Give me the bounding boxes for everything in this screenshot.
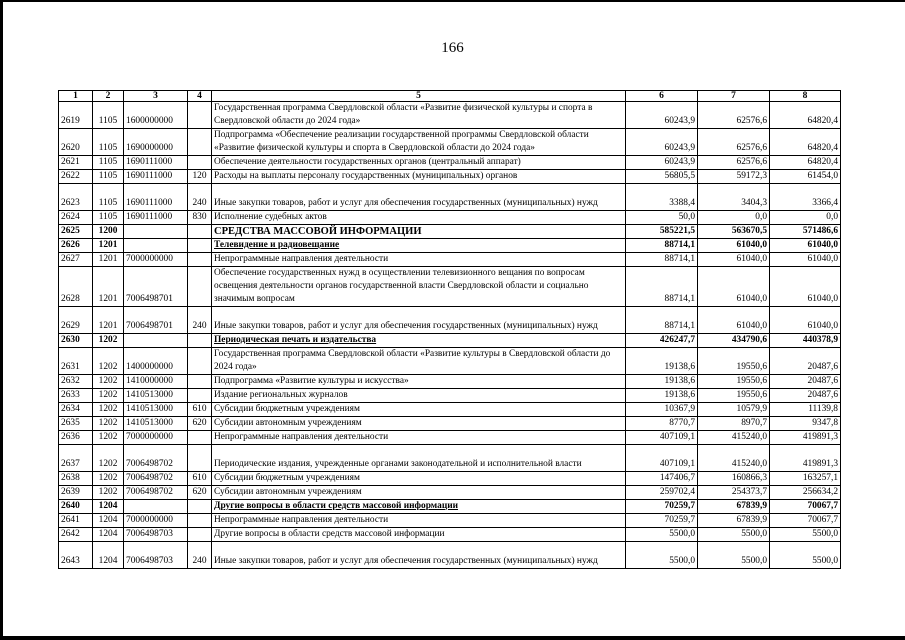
section-code-cell: 1202 [93, 348, 124, 375]
row-number-cell: 2620 [59, 129, 93, 156]
amount-year-3-cell: 11139,8 [770, 403, 841, 417]
expense-type-cell [188, 445, 212, 472]
amount-year-1-cell: 259702,4 [626, 486, 698, 500]
target-code-cell: 1410513000 [124, 417, 188, 431]
amount-year-1-cell: 407109,1 [626, 431, 698, 445]
target-code-cell: 7000000000 [124, 431, 188, 445]
amount-year-2-cell: 61040,0 [698, 267, 770, 307]
table-row [59, 514, 841, 528]
table-row [59, 542, 841, 569]
table-row [59, 431, 841, 445]
item-name-cell: Другие вопросы в области средств массовой информации [212, 528, 626, 542]
target-code-cell: 7006498702 [124, 445, 188, 472]
section-code-cell: 1202 [93, 375, 124, 389]
expense-type-cell [188, 129, 212, 156]
target-code-cell: 7006498702 [124, 486, 188, 500]
amount-year-1-cell: 88714,1 [626, 253, 698, 267]
item-name-cell: Непрограммные направления деятельности [212, 253, 626, 267]
amount-year-1-cell: 426247,7 [626, 334, 698, 348]
header-col-5: 5 [212, 91, 626, 102]
header-col-3: 3 [124, 91, 188, 102]
amount-year-1-cell: 407109,1 [626, 445, 698, 472]
table-row [59, 389, 841, 403]
scan-border-bottom [0, 636, 905, 640]
header-col-1: 1 [59, 91, 93, 102]
target-code-cell [124, 239, 188, 253]
table-row [59, 334, 841, 348]
table-row [59, 403, 841, 417]
amount-year-2-cell: 19550,6 [698, 375, 770, 389]
target-code-cell: 1690000000 [124, 129, 188, 156]
amount-year-3-cell: 419891,3 [770, 445, 841, 472]
target-code-cell: 1600000000 [124, 102, 188, 129]
section-code-cell: 1202 [93, 445, 124, 472]
amount-year-2-cell: 254373,7 [698, 486, 770, 500]
amount-year-3-cell: 440378,9 [770, 334, 841, 348]
amount-year-1-cell: 60243,9 [626, 102, 698, 129]
row-number-cell: 2636 [59, 431, 93, 445]
row-number-cell: 2625 [59, 225, 93, 239]
amount-year-1-cell: 585221,5 [626, 225, 698, 239]
target-code-cell: 1690111000 [124, 156, 188, 170]
section-code-cell: 1202 [93, 486, 124, 500]
amount-year-3-cell: 70067,7 [770, 500, 841, 514]
expense-type-cell [188, 514, 212, 528]
table-row [59, 417, 841, 431]
expense-type-cell: 240 [188, 307, 212, 334]
row-number-cell: 2642 [59, 528, 93, 542]
amount-year-2-cell: 61040,0 [698, 239, 770, 253]
expense-type-cell: 240 [188, 542, 212, 569]
amount-year-3-cell: 5500,0 [770, 542, 841, 569]
amount-year-1-cell: 56805,5 [626, 170, 698, 184]
target-code-cell [124, 225, 188, 239]
expense-type-cell [188, 156, 212, 170]
section-code-cell: 1105 [93, 184, 124, 211]
amount-year-1-cell: 19138,6 [626, 375, 698, 389]
expense-type-cell: 240 [188, 184, 212, 211]
table-row [59, 267, 841, 307]
target-code-cell [124, 334, 188, 348]
section-code-cell: 1201 [93, 307, 124, 334]
expense-type-cell [188, 334, 212, 348]
amount-year-1-cell: 60243,9 [626, 129, 698, 156]
expense-type-cell: 120 [188, 170, 212, 184]
amount-year-1-cell: 88714,1 [626, 239, 698, 253]
target-code-cell: 1410000000 [124, 375, 188, 389]
page-number: 166 [441, 40, 464, 56]
table-row [59, 184, 841, 211]
section-code-cell: 1204 [93, 528, 124, 542]
row-number-cell: 2621 [59, 156, 93, 170]
table-body [59, 102, 841, 569]
header-col-7: 7 [698, 91, 770, 102]
amount-year-3-cell: 61040,0 [770, 239, 841, 253]
section-code-cell: 1204 [93, 514, 124, 528]
amount-year-2-cell: 563670,5 [698, 225, 770, 239]
row-number-cell: 2637 [59, 445, 93, 472]
amount-year-2-cell: 5500,0 [698, 528, 770, 542]
target-code-cell: 7006498702 [124, 472, 188, 486]
amount-year-1-cell: 70259,7 [626, 500, 698, 514]
item-name-cell: Субсидии автономным учреждениям [212, 417, 626, 431]
row-number-cell: 2627 [59, 253, 93, 267]
section-code-cell: 1202 [93, 472, 124, 486]
section-code-cell: 1201 [93, 253, 124, 267]
amount-year-3-cell: 64820,4 [770, 102, 841, 129]
scan-border-left [0, 0, 3, 640]
amount-year-3-cell: 20487,6 [770, 375, 841, 389]
amount-year-3-cell: 64820,4 [770, 156, 841, 170]
amount-year-2-cell: 19550,6 [698, 348, 770, 375]
amount-year-1-cell: 70259,7 [626, 514, 698, 528]
target-code-cell [124, 500, 188, 514]
amount-year-2-cell: 434790,6 [698, 334, 770, 348]
section-code-cell: 1201 [93, 239, 124, 253]
amount-year-2-cell: 67839,9 [698, 500, 770, 514]
item-name-cell: Исполнение судебных актов [212, 211, 626, 225]
row-number-cell: 2632 [59, 375, 93, 389]
row-number-cell: 2626 [59, 239, 93, 253]
row-number-cell: 2638 [59, 472, 93, 486]
amount-year-3-cell: 5500,0 [770, 528, 841, 542]
target-code-cell: 7000000000 [124, 514, 188, 528]
section-code-cell: 1200 [93, 225, 124, 239]
target-code-cell: 1690111000 [124, 211, 188, 225]
section-code-cell: 1202 [93, 334, 124, 348]
table-row [59, 102, 841, 129]
row-number-cell: 2639 [59, 486, 93, 500]
expense-type-cell: 610 [188, 403, 212, 417]
target-code-cell: 7006498703 [124, 542, 188, 569]
target-code-cell: 1690111000 [124, 184, 188, 211]
row-number-cell: 2629 [59, 307, 93, 334]
expense-type-cell [188, 102, 212, 129]
target-code-cell: 7006498703 [124, 528, 188, 542]
table-row [59, 528, 841, 542]
amount-year-1-cell: 10367,9 [626, 403, 698, 417]
amount-year-3-cell: 20487,6 [770, 389, 841, 403]
item-name-cell: Государственная программа Свердловской области «Развитие культуры в Свердловской области до 2024 года» [212, 348, 626, 375]
amount-year-1-cell: 3388,4 [626, 184, 698, 211]
amount-year-2-cell: 62576,6 [698, 102, 770, 129]
item-name-cell: Государственная программа Свердловской области «Развитие физической культуры и спорта в Свердловской области до 2024 года» [212, 102, 626, 129]
amount-year-3-cell: 571486,6 [770, 225, 841, 239]
amount-year-2-cell: 10579,9 [698, 403, 770, 417]
row-number-cell: 2619 [59, 102, 93, 129]
section-code-cell: 1202 [93, 389, 124, 403]
amount-year-2-cell: 5500,0 [698, 542, 770, 569]
header-col-8: 8 [770, 91, 841, 102]
item-name-cell: Субсидии бюджетным учреждениям [212, 472, 626, 486]
amount-year-2-cell: 59172,3 [698, 170, 770, 184]
item-name-cell: Расходы на выплаты персоналу государственных (муниципальных) органов [212, 170, 626, 184]
table-row [59, 129, 841, 156]
item-name-cell: Подпрограмма «Обеспечение реализации государственной программы Свердловской области «Развитие физической культуры и спорта в Свердловской области до 2024 года» [212, 129, 626, 156]
expense-type-cell [188, 225, 212, 239]
table-row [59, 445, 841, 472]
expense-type-cell [188, 348, 212, 375]
item-name-cell: Субсидии бюджетным учреждениям [212, 403, 626, 417]
amount-year-1-cell: 88714,1 [626, 267, 698, 307]
table-row [59, 170, 841, 184]
table-header-row [59, 91, 841, 102]
amount-year-3-cell: 61040,0 [770, 267, 841, 307]
row-number-cell: 2624 [59, 211, 93, 225]
row-number-cell: 2641 [59, 514, 93, 528]
expense-type-cell: 620 [188, 417, 212, 431]
section-code-cell: 1105 [93, 170, 124, 184]
amount-year-3-cell: 20487,6 [770, 348, 841, 375]
amount-year-2-cell: 415240,0 [698, 445, 770, 472]
expense-type-cell [188, 239, 212, 253]
table-row [59, 211, 841, 225]
item-name-cell: Периодические издания, учрежденные органами законодательной и исполнительной власти [212, 445, 626, 472]
amount-year-2-cell: 67839,9 [698, 514, 770, 528]
amount-year-2-cell: 62576,6 [698, 156, 770, 170]
amount-year-1-cell: 88714,1 [626, 307, 698, 334]
item-name-cell: Иные закупки товаров, работ и услуг для обеспечения государственных (муниципальных) нужд [212, 184, 626, 211]
amount-year-3-cell: 3366,4 [770, 184, 841, 211]
table-row [59, 500, 841, 514]
row-number-cell: 2623 [59, 184, 93, 211]
section-code-cell: 1204 [93, 500, 124, 514]
expense-type-cell: 830 [188, 211, 212, 225]
expense-type-cell [188, 267, 212, 307]
amount-year-2-cell: 62576,6 [698, 129, 770, 156]
item-name-cell: Субсидии автономным учреждениям [212, 486, 626, 500]
row-number-cell: 2640 [59, 500, 93, 514]
table-row [59, 239, 841, 253]
table-row [59, 375, 841, 389]
expense-type-cell: 610 [188, 472, 212, 486]
table-row [59, 348, 841, 375]
amount-year-3-cell: 0,0 [770, 211, 841, 225]
row-number-cell: 2643 [59, 542, 93, 569]
table-row [59, 156, 841, 170]
amount-year-2-cell: 160866,3 [698, 472, 770, 486]
amount-year-3-cell: 61454,0 [770, 170, 841, 184]
item-name-cell: Подпрограмма «Развитие культуры и искусства» [212, 375, 626, 389]
amount-year-2-cell: 0,0 [698, 211, 770, 225]
item-name-cell: Телевидение и радиовещание [212, 239, 626, 253]
amount-year-3-cell: 61040,0 [770, 307, 841, 334]
target-code-cell: 1690111000 [124, 170, 188, 184]
item-name-cell: Издание региональных журналов [212, 389, 626, 403]
item-name-cell: Обеспечение государственных нужд в осуществлении телевизионного вещания по вопросам освещения деятельности органов государственной власти Свердловской области и социально значимым вопросам [212, 267, 626, 307]
expense-type-cell [188, 431, 212, 445]
target-code-cell: 7000000000 [124, 253, 188, 267]
table-row [59, 472, 841, 486]
item-name-cell: Иные закупки товаров, работ и услуг для обеспечения государственных (муниципальных) нужд [212, 542, 626, 569]
amount-year-2-cell: 3404,3 [698, 184, 770, 211]
amount-year-1-cell: 19138,6 [626, 389, 698, 403]
target-code-cell: 1410513000 [124, 403, 188, 417]
amount-year-1-cell: 8770,7 [626, 417, 698, 431]
target-code-cell: 7006498701 [124, 307, 188, 334]
scan-border-top [0, 0, 905, 2]
amount-year-1-cell: 147406,7 [626, 472, 698, 486]
row-number-cell: 2635 [59, 417, 93, 431]
amount-year-1-cell: 50,0 [626, 211, 698, 225]
item-name-cell: Периодическая печать и издательства [212, 334, 626, 348]
row-number-cell: 2634 [59, 403, 93, 417]
header-col-4: 4 [188, 91, 212, 102]
item-name-cell: Иные закупки товаров, работ и услуг для обеспечения государственных (муниципальных) нужд [212, 307, 626, 334]
expense-type-cell: 620 [188, 486, 212, 500]
target-code-cell: 7006498701 [124, 267, 188, 307]
amount-year-3-cell: 256634,2 [770, 486, 841, 500]
amount-year-1-cell: 5500,0 [626, 528, 698, 542]
amount-year-3-cell: 64820,4 [770, 129, 841, 156]
amount-year-1-cell: 19138,6 [626, 348, 698, 375]
expense-type-cell [188, 253, 212, 267]
table-row [59, 307, 841, 334]
row-number-cell: 2633 [59, 389, 93, 403]
table-row [59, 486, 841, 500]
amount-year-2-cell: 415240,0 [698, 431, 770, 445]
amount-year-3-cell: 9347,8 [770, 417, 841, 431]
amount-year-3-cell: 70067,7 [770, 514, 841, 528]
section-code-cell: 1202 [93, 431, 124, 445]
section-code-cell: 1105 [93, 156, 124, 170]
item-name-cell: Непрограммные направления деятельности [212, 431, 626, 445]
budget-table [58, 90, 841, 569]
section-code-cell: 1105 [93, 102, 124, 129]
amount-year-1-cell: 5500,0 [626, 542, 698, 569]
row-number-cell: 2628 [59, 267, 93, 307]
section-code-cell: 1202 [93, 403, 124, 417]
header-col-2: 2 [93, 91, 124, 102]
section-code-cell: 1201 [93, 267, 124, 307]
amount-year-1-cell: 60243,9 [626, 156, 698, 170]
item-name-cell: Непрограммные направления деятельности [212, 514, 626, 528]
amount-year-2-cell: 8970,7 [698, 417, 770, 431]
amount-year-2-cell: 61040,0 [698, 253, 770, 267]
row-number-cell: 2631 [59, 348, 93, 375]
expense-type-cell [188, 500, 212, 514]
expense-type-cell [188, 375, 212, 389]
row-number-cell: 2622 [59, 170, 93, 184]
expense-type-cell [188, 389, 212, 403]
table-row [59, 225, 841, 239]
table-row [59, 253, 841, 267]
target-code-cell: 1410513000 [124, 389, 188, 403]
section-code-cell: 1204 [93, 542, 124, 569]
section-code-cell: 1105 [93, 211, 124, 225]
item-name-cell: Другие вопросы в области средств массовой информации [212, 500, 626, 514]
item-name-cell: Обеспечение деятельности государственных органов (центральный аппарат) [212, 156, 626, 170]
amount-year-3-cell: 419891,3 [770, 431, 841, 445]
section-code-cell: 1202 [93, 417, 124, 431]
row-number-cell: 2630 [59, 334, 93, 348]
amount-year-2-cell: 61040,0 [698, 307, 770, 334]
amount-year-3-cell: 61040,0 [770, 253, 841, 267]
expense-type-cell [188, 528, 212, 542]
amount-year-3-cell: 163257,1 [770, 472, 841, 486]
header-col-6: 6 [626, 91, 698, 102]
amount-year-2-cell: 19550,6 [698, 389, 770, 403]
section-code-cell: 1105 [93, 129, 124, 156]
target-code-cell: 1400000000 [124, 348, 188, 375]
item-name-cell: СРЕДСТВА МАССОВОЙ ИНФОРМАЦИИ [212, 225, 626, 239]
